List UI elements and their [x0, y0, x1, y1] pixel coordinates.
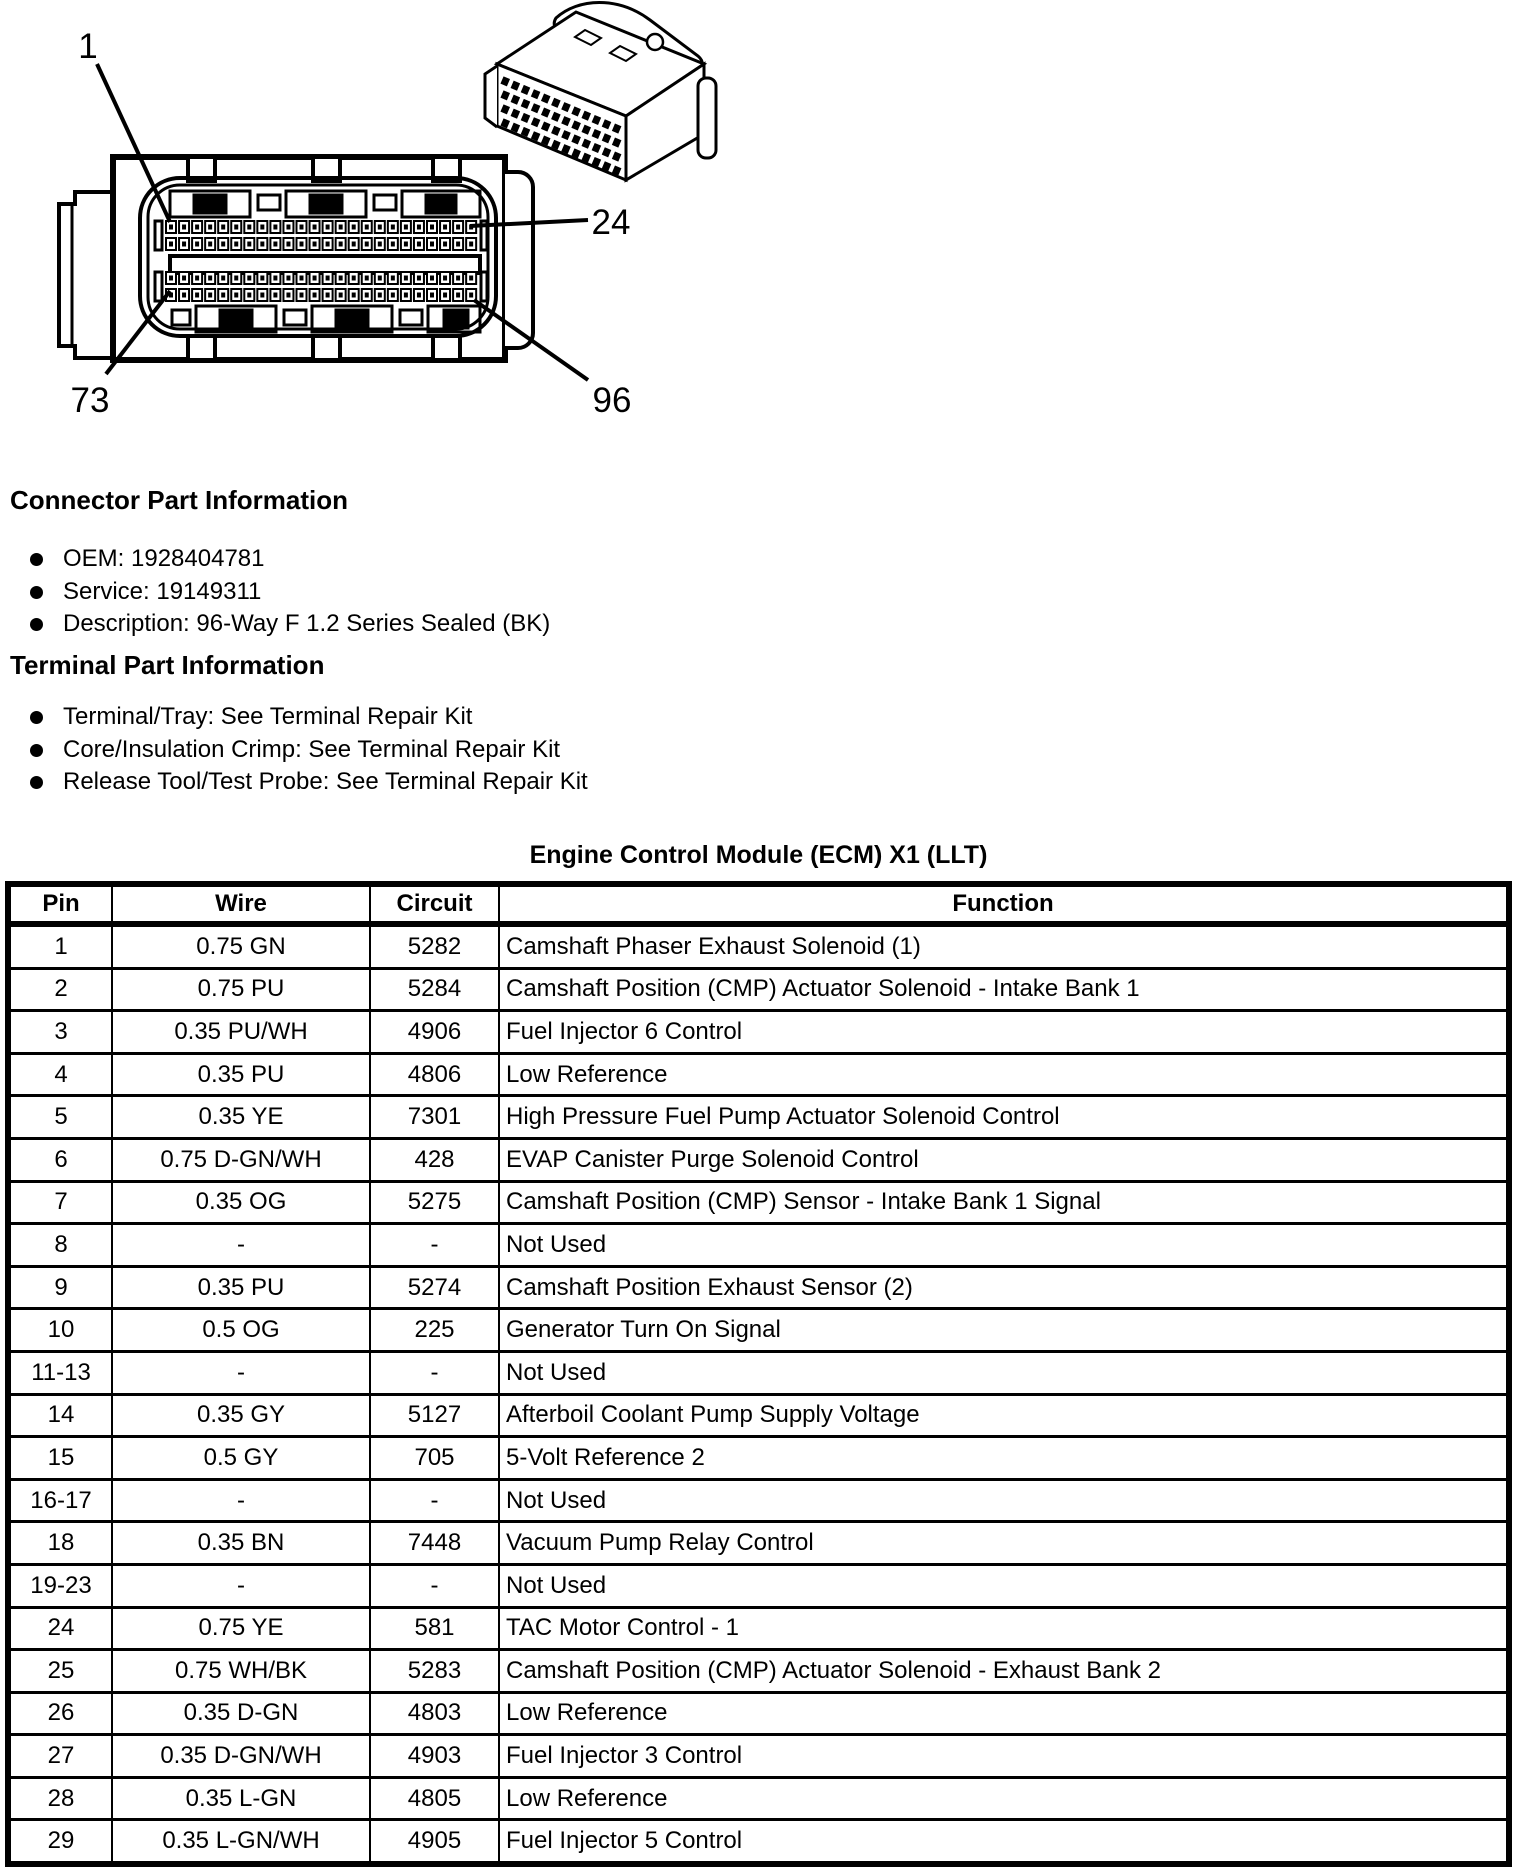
table-header-row	[8, 884, 1509, 924]
iso-cpa-panel	[698, 78, 716, 158]
terminal-slot	[456, 276, 460, 281]
cell-function: Fuel Injector 5 Control	[499, 1820, 1509, 1864]
terminal-slot	[456, 242, 460, 247]
cell-wire: 0.75 D-GN/WH	[112, 1138, 370, 1181]
terminal-part-information-heading: Terminal Part Information	[10, 650, 325, 680]
terminal-slot	[182, 293, 186, 298]
terminal-slot	[469, 242, 473, 247]
terminal-slot	[208, 242, 212, 247]
terminal-slot	[326, 276, 330, 281]
terminal-slot	[208, 225, 212, 230]
terminal-slot	[169, 242, 173, 247]
cell-pin: 15	[8, 1437, 112, 1480]
cell-function: Low Reference	[499, 1692, 1509, 1735]
terminal-slot	[469, 276, 473, 281]
cell-pin: 28	[8, 1777, 112, 1820]
cell-function: Low Reference	[499, 1777, 1509, 1820]
terminal-slot	[260, 242, 264, 247]
terminal-slot	[365, 242, 369, 247]
table-row	[8, 1479, 1509, 1522]
terminal-slot	[234, 225, 238, 230]
terminal-slot	[378, 225, 382, 230]
cell-circuit: -	[370, 1564, 499, 1607]
terminal-slot	[221, 225, 225, 230]
cell-function: Fuel Injector 3 Control	[499, 1735, 1509, 1778]
cell-wire: 0.35 D-GN	[112, 1692, 370, 1735]
terminal-part-information-section	[10, 649, 910, 799]
cell-pin: 10	[8, 1309, 112, 1352]
terminal-slot	[208, 276, 212, 281]
table-row	[8, 1053, 1509, 1096]
table-row	[8, 924, 1509, 968]
terminal-slot	[195, 242, 199, 247]
terminal-slot	[352, 293, 356, 298]
terminal-slot	[404, 276, 408, 281]
cell-wire: 0.75 WH/BK	[112, 1650, 370, 1693]
terminal-slot	[234, 293, 238, 298]
cell-pin: 16-17	[8, 1479, 112, 1522]
terminal-slot	[273, 225, 277, 230]
iso-left-cap	[485, 66, 497, 127]
pin-label-96: 96	[592, 381, 632, 420]
bullet-item: Service: 19149311	[10, 576, 910, 609]
cell-pin: 4	[8, 1053, 112, 1096]
terminal-slot	[391, 242, 395, 247]
cell-pin: 29	[8, 1820, 112, 1864]
face-top-strip	[170, 191, 480, 217]
terminal-slot	[208, 293, 212, 298]
cell-circuit: 705	[370, 1437, 499, 1480]
connector-diagram	[0, 0, 1520, 470]
terminal-slot	[234, 276, 238, 281]
cell-circuit: 581	[370, 1607, 499, 1650]
terminal-slot	[326, 225, 330, 230]
terminal-slot	[273, 242, 277, 247]
terminal-slot	[417, 276, 421, 281]
cell-function: Camshaft Position (CMP) Actuator Solenoid - Intake Bank 1	[499, 968, 1509, 1011]
cell-pin: 8	[8, 1224, 112, 1267]
cell-wire: 0.35 L-GN/WH	[112, 1820, 370, 1864]
terminal-slot	[430, 225, 434, 230]
terminal-slot	[300, 242, 304, 247]
terminal-slot	[247, 276, 251, 281]
terminal-slot	[286, 242, 290, 247]
terminal-slot	[404, 225, 408, 230]
terminal-slot	[182, 225, 186, 230]
terminal-slot	[326, 242, 330, 247]
table-row	[8, 1650, 1509, 1693]
table-row	[8, 1522, 1509, 1565]
terminal-slot	[313, 242, 317, 247]
terminal-slot	[352, 225, 356, 230]
connector-part-information-section	[10, 484, 910, 641]
terminal-slot	[365, 276, 369, 281]
terminal-slot	[352, 276, 356, 281]
cell-wire: -	[112, 1479, 370, 1522]
terminal-slot	[391, 225, 395, 230]
face-right-panel	[505, 172, 533, 348]
table-row	[8, 1692, 1509, 1735]
cell-wire: 0.5 OG	[112, 1309, 370, 1352]
connector-isometric-view	[485, 3, 716, 181]
terminal-part-bullet-list	[10, 701, 910, 799]
cell-function: High Pressure Fuel Pump Actuator Solenoid Control	[499, 1096, 1509, 1139]
terminal-slot	[443, 293, 447, 298]
table-row	[8, 1224, 1509, 1267]
bullet-item: Terminal/Tray: See Terminal Repair Kit	[10, 701, 910, 734]
terminal-slot	[286, 276, 290, 281]
terminal-slot	[469, 293, 473, 298]
column-header-pin: Pin	[8, 884, 112, 924]
table-row	[8, 1138, 1509, 1181]
terminal-slot	[313, 276, 317, 281]
terminal-slot	[247, 293, 251, 298]
cell-function: Vacuum Pump Relay Control	[499, 1522, 1509, 1565]
cell-pin: 26	[8, 1692, 112, 1735]
terminal-slot	[443, 242, 447, 247]
terminal-slot	[195, 225, 199, 230]
bullet-item: Description: 96-Way F 1.2 Series Sealed (BK)	[10, 608, 910, 641]
terminal-slot	[313, 293, 317, 298]
cell-function: Not Used	[499, 1224, 1509, 1267]
table-row	[8, 968, 1509, 1011]
cell-circuit: 4905	[370, 1820, 499, 1864]
terminal-slot	[365, 225, 369, 230]
terminal-slot	[273, 293, 277, 298]
cell-pin: 2	[8, 968, 112, 1011]
cell-function: Fuel Injector 6 Control	[499, 1011, 1509, 1054]
terminal-slot	[430, 293, 434, 298]
cell-circuit: 5282	[370, 924, 499, 968]
terminal-slot	[365, 293, 369, 298]
terminal-slot	[286, 293, 290, 298]
cell-pin: 19-23	[8, 1564, 112, 1607]
cell-wire: 0.35 GY	[112, 1394, 370, 1437]
cell-pin: 7	[8, 1181, 112, 1224]
connector-part-bullet-list	[10, 543, 910, 641]
cell-pin: 5	[8, 1096, 112, 1139]
terminal-slot	[221, 242, 225, 247]
terminal-slot	[339, 276, 343, 281]
connector-part-information-heading: Connector Part Information	[10, 485, 349, 515]
cell-function: Generator Turn On Signal	[499, 1309, 1509, 1352]
terminal-slot	[169, 225, 173, 230]
terminal-slot	[339, 225, 343, 230]
cell-function: EVAP Canister Purge Solenoid Control	[499, 1138, 1509, 1181]
cell-function: Not Used	[499, 1564, 1509, 1607]
terminal-slot	[260, 276, 264, 281]
table-row	[8, 1011, 1509, 1054]
table-row	[8, 1735, 1509, 1778]
column-header-function: Function	[499, 884, 1509, 924]
cell-circuit: 4806	[370, 1053, 499, 1096]
table-row	[8, 1437, 1509, 1480]
terminal-slot	[260, 225, 264, 230]
cell-wire: 0.35 PU	[112, 1053, 370, 1096]
terminal-slot	[443, 225, 447, 230]
cell-wire: 0.35 D-GN/WH	[112, 1735, 370, 1778]
terminal-slot	[300, 293, 304, 298]
cell-circuit: 5284	[370, 968, 499, 1011]
cell-circuit: 5275	[370, 1181, 499, 1224]
terminal-slot	[430, 276, 434, 281]
terminal-slot	[352, 242, 356, 247]
cell-pin: 3	[8, 1011, 112, 1054]
cell-pin: 18	[8, 1522, 112, 1565]
terminal-slot	[234, 242, 238, 247]
table-row	[8, 1309, 1509, 1352]
cell-circuit: 4903	[370, 1735, 499, 1778]
cell-pin: 24	[8, 1607, 112, 1650]
terminal-slot	[391, 276, 395, 281]
cell-wire: 0.75 YE	[112, 1607, 370, 1650]
cell-function: TAC Motor Control - 1	[499, 1607, 1509, 1650]
cell-circuit: 7448	[370, 1522, 499, 1565]
table-row	[8, 1564, 1509, 1607]
cell-wire: -	[112, 1351, 370, 1394]
terminal-slot	[260, 293, 264, 298]
table-title: Engine Control Module (ECM) X1 (LLT)	[529, 841, 988, 869]
cell-circuit: 4906	[370, 1011, 499, 1054]
cell-wire: -	[112, 1564, 370, 1607]
cell-circuit: 4803	[370, 1692, 499, 1735]
terminal-slot	[195, 293, 199, 298]
column-header-circuit: Circuit	[370, 884, 499, 924]
cell-pin: 14	[8, 1394, 112, 1437]
cell-function: Not Used	[499, 1479, 1509, 1522]
cell-circuit: 7301	[370, 1096, 499, 1139]
cell-function: Not Used	[499, 1351, 1509, 1394]
cell-pin: 9	[8, 1266, 112, 1309]
terminal-slot	[221, 293, 225, 298]
cell-function: Afterboil Coolant Pump Supply Voltage	[499, 1394, 1509, 1437]
cell-wire: -	[112, 1224, 370, 1267]
table-row	[8, 1266, 1509, 1309]
table-row	[8, 1096, 1509, 1139]
bullet-item: OEM: 1928404781	[10, 543, 910, 576]
pinout-table	[5, 881, 1512, 1867]
cell-wire: 0.75 GN	[112, 924, 370, 968]
terminal-slot	[417, 225, 421, 230]
bullet-item: Release Tool/Test Probe: See Terminal Repair Kit	[10, 766, 910, 799]
cell-function: Camshaft Position (CMP) Actuator Solenoid - Exhaust Bank 2	[499, 1650, 1509, 1693]
terminal-slot	[286, 225, 290, 230]
terminal-slot	[443, 276, 447, 281]
terminal-slot	[404, 293, 408, 298]
terminal-slot	[456, 293, 460, 298]
terminal-slot	[169, 276, 173, 281]
iso-detail-circle	[647, 34, 663, 50]
cell-circuit: 5127	[370, 1394, 499, 1437]
terminal-slot	[391, 293, 395, 298]
table-row	[8, 1351, 1509, 1394]
table-row	[8, 1181, 1509, 1224]
cell-circuit: 4805	[370, 1777, 499, 1820]
terminal-slot	[313, 225, 317, 230]
connector-face-view	[59, 157, 533, 360]
face-left-tab	[59, 192, 115, 358]
cell-wire: 0.5 GY	[112, 1437, 370, 1480]
cell-circuit: 428	[370, 1138, 499, 1181]
cell-wire: 0.35 PU/WH	[112, 1011, 370, 1054]
cell-wire: 0.35 L-GN	[112, 1777, 370, 1820]
cell-wire: 0.75 PU	[112, 968, 370, 1011]
terminal-slot	[378, 293, 382, 298]
terminal-slot	[195, 276, 199, 281]
cell-wire: 0.35 YE	[112, 1096, 370, 1139]
terminal-slot	[273, 276, 277, 281]
cell-pin: 6	[8, 1138, 112, 1181]
terminal-slot	[430, 242, 434, 247]
cell-function: Camshaft Phaser Exhaust Solenoid (1)	[499, 924, 1509, 968]
terminal-slot	[300, 276, 304, 281]
cell-circuit: 225	[370, 1309, 499, 1352]
terminal-slot	[456, 225, 460, 230]
terminal-slot	[378, 242, 382, 247]
cell-circuit: -	[370, 1351, 499, 1394]
pin-label-73: 73	[70, 381, 110, 420]
terminal-slot	[339, 242, 343, 247]
terminal-slot	[182, 242, 186, 247]
cell-circuit: -	[370, 1224, 499, 1267]
terminal-slot	[417, 293, 421, 298]
terminal-slot	[326, 293, 330, 298]
terminal-slot	[417, 242, 421, 247]
terminal-slot	[300, 225, 304, 230]
cell-wire: 0.35 BN	[112, 1522, 370, 1565]
cell-pin: 11-13	[8, 1351, 112, 1394]
table-row	[8, 1777, 1509, 1820]
cell-wire: 0.35 OG	[112, 1181, 370, 1224]
cell-circuit: 5274	[370, 1266, 499, 1309]
cell-function: Camshaft Position (CMP) Sensor - Intake Bank 1 Signal	[499, 1181, 1509, 1224]
column-header-wire: Wire	[112, 884, 370, 924]
terminal-slot	[247, 225, 251, 230]
cell-function: 5-Volt Reference 2	[499, 1437, 1509, 1480]
terminal-slot	[339, 293, 343, 298]
table-row	[8, 1394, 1509, 1437]
cell-wire: 0.35 PU	[112, 1266, 370, 1309]
bullet-item: Core/Insulation Crimp: See Terminal Repair Kit	[10, 734, 910, 767]
terminal-slot	[182, 276, 186, 281]
cell-function: Camshaft Position Exhaust Sensor (2)	[499, 1266, 1509, 1309]
table-row	[8, 1607, 1509, 1650]
terminal-slot	[378, 276, 382, 281]
pin-label-1: 1	[78, 27, 98, 66]
pin-label-24: 24	[591, 203, 631, 242]
cell-pin: 27	[8, 1735, 112, 1778]
terminal-slot	[247, 242, 251, 247]
cell-circuit: 5283	[370, 1650, 499, 1693]
terminal-slot	[221, 276, 225, 281]
cell-pin: 25	[8, 1650, 112, 1693]
cell-function: Low Reference	[499, 1053, 1509, 1096]
table-row	[8, 1820, 1509, 1864]
cell-pin: 1	[8, 924, 112, 968]
cell-circuit: -	[370, 1479, 499, 1522]
terminal-slot	[404, 242, 408, 247]
